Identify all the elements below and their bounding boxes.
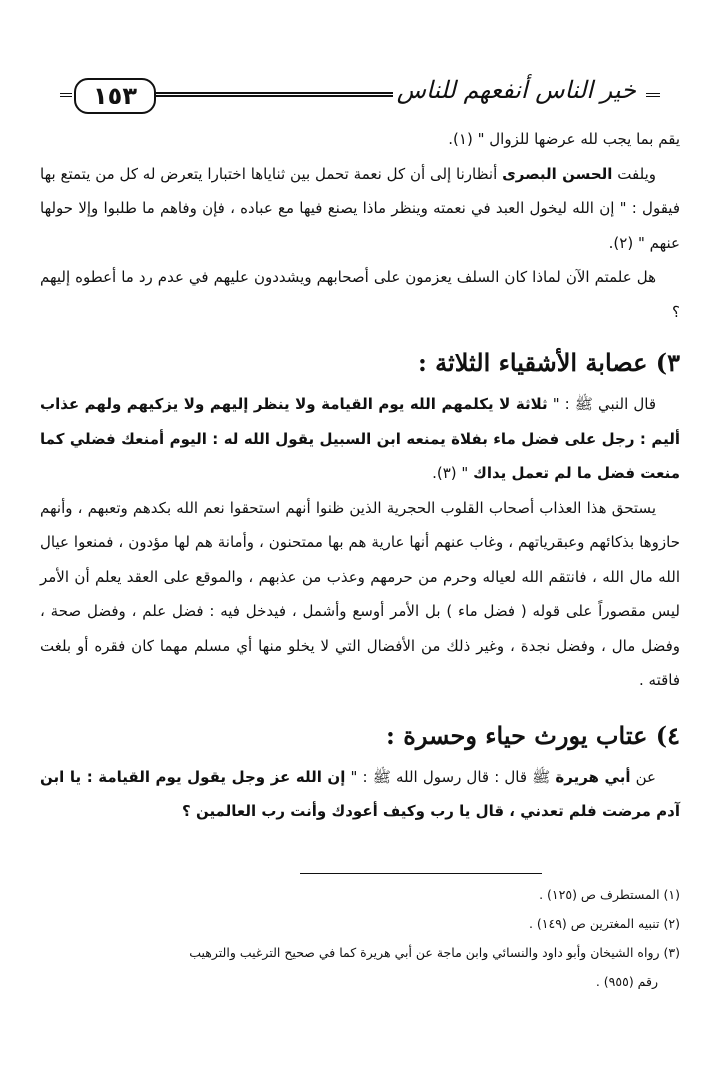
footnote-3-continued: رقم (٩٥٥) .: [595, 974, 658, 989]
running-title: خير الناس أنفعهم للناس: [393, 76, 640, 104]
section-heading-3: ٣) عصابة الأشقياء الثلاثة :: [417, 348, 680, 377]
paragraph-1: يقم بما يجب لله عرضها للزوال " (١).: [448, 130, 680, 148]
hadith-text: ثلاثة لا يكلمهم الله يوم القيامة ولا ينظر إليهم ولا يزكيهم ولهم عذاب أليم : رجل على فضل ماء بفلاة يمنعه ابن السبيل يقول الله له : اليوم أمنعك فضلي كما منعت فضل ما لم تعمل يداك: [40, 395, 680, 482]
person-name-abu-hurairah: أبي هريرة: [555, 767, 631, 786]
hadith-qudsi-text: إن الله عز وجل يقول يوم القيامة : يا ابن آدم مرضت فلم تعدني ، قال يا رب وكيف أعودك وأنت رب العالمين ؟: [40, 767, 680, 820]
section-heading-4: ٤) عتاب يورث حياء وحسرة :: [386, 720, 680, 750]
paragraph-6-intro: عن: [635, 767, 657, 786]
paragraph-2: [40, 157, 680, 261]
hadith-intro: قال النبي ﷺ : ": [552, 395, 656, 413]
footnote-2: (٢) تنبيه المغترين ص (١٤٩) .: [528, 916, 680, 931]
footnote-divider: [300, 873, 542, 874]
main-text: [40, 122, 680, 829]
paragraph-6: [40, 760, 680, 829]
paragraph-4: [40, 387, 680, 491]
footnote-3: (٣) رواه الشيخان وأبو داود والنسائي وابن ماجة عن أبي هريرة كما في صحيح الترغيب والترهيب: [189, 945, 680, 960]
paragraph-5: يستحق هذا العذاب أصحاب القلوب الحجرية الذين ظنوا أنهم استحقوا نعم الله بكدهم وتعبهم ، وأنهم حازوها بذكائهم وعبقرياتهم ، وغاب عنهم أنها عارية هم بها ممتحنون ، وأمانة هم لها مؤدون ، فمنعوا عيال الله مال الله ، فانتقم الله لعياله وحرم من حرمهم وعذب من عذبهم ، والموقع على العقد يعلم أن الأمر ليس مقصوراً على قوله ( فضل ماء ) بل الأمر أوسع وأشمل ، فيدخل فيه : فضل علم ، وفضل صحة ، وفضل مال ، وفضل نجدة ، وغير ذلك من الأفضال التي لا يخلو منها أي مسلم مهما كان فقره أو بلغت فاقته .: [40, 498, 680, 689]
paragraph-2-intro: ويلفت: [617, 164, 656, 183]
running-header: [60, 78, 660, 112]
person-name-hasan: الحسن البصرى: [502, 164, 613, 183]
header-rule-left: [60, 93, 72, 97]
page-number: ١٥٣: [74, 78, 156, 114]
footnotes: [40, 880, 680, 996]
paragraph-6-attribution: ﷺ قال : قال رسول الله ﷺ : ": [350, 767, 551, 786]
header-rule-right: [646, 93, 660, 97]
paragraph-2-text: أنظارنا إلى أن كل نعمة تحمل بين ثناياها اختبارا يتعرض له كل من يتمتع بها فيقول : " إن الله ليخول العبد في نعمته وينظر ماذا يصنع فيها مع عباده ، فإن وفاهم ما طلبوا وإلا حولها عنهم " (٢).: [40, 164, 680, 252]
hadith-close: " (٣).: [432, 464, 469, 482]
footnote-1: (١) المستطرف ص (١٢٥) .: [539, 887, 680, 902]
paragraph-3: هل علمتم الآن لماذا كان السلف يعزمون على أصحابهم ويشددون عليهم في عدم رد ما أعطوه إليهم ؟: [40, 268, 680, 321]
